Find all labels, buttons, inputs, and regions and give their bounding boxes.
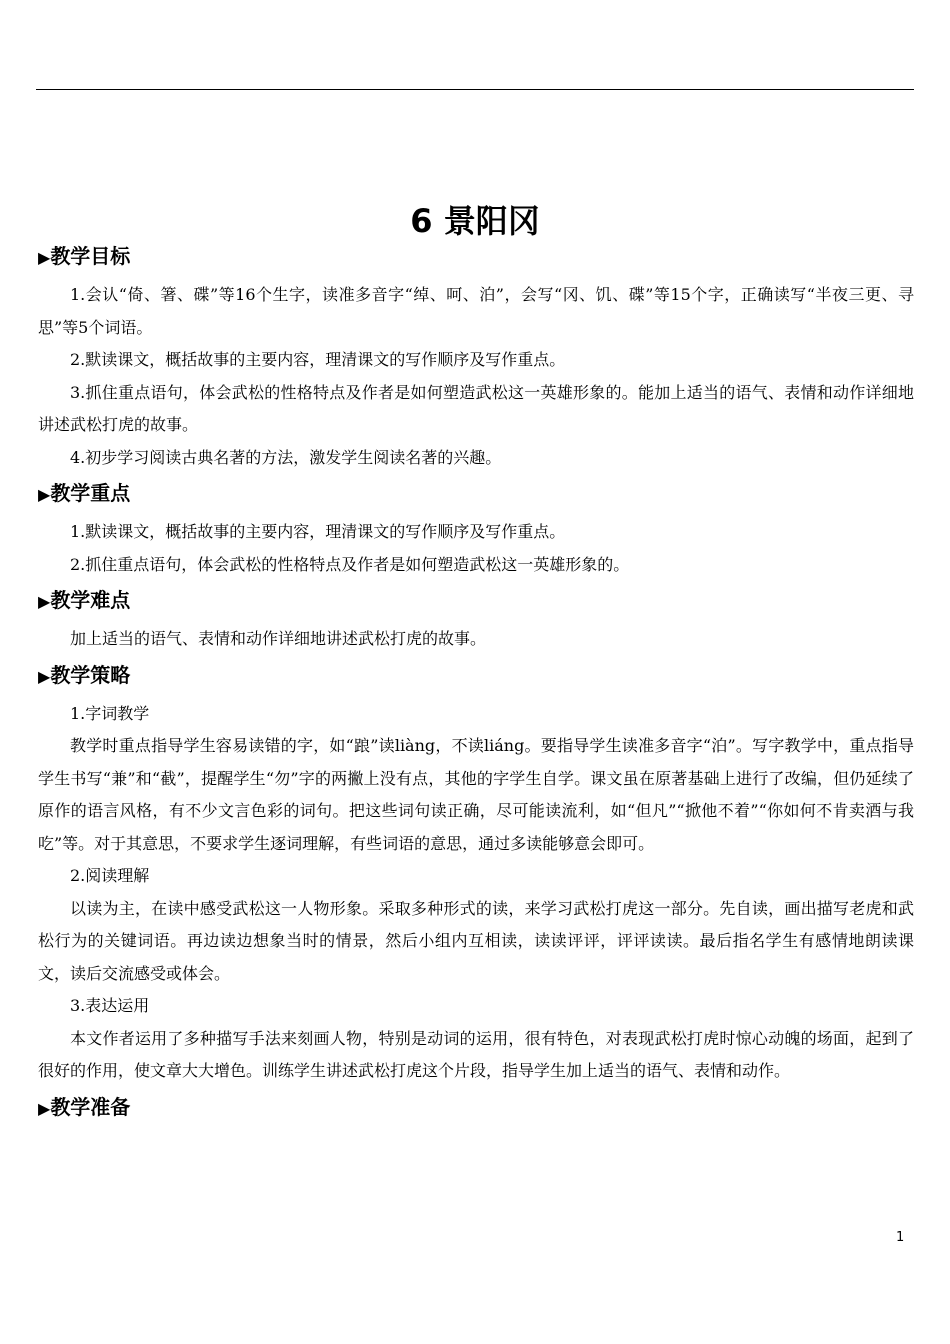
strategy-text: 本文作者运用了多种描写手法来刻画人物，特别是动词的运用，很有特色，对表现武松打虎时惊心动魄的场面，起到了很好的作用，使文章大大增色。训练学生讲述武松打虎这个片段，指导学生加上适当的语气、表情和动作。 [38, 1028, 914, 1080]
triangle-marker-icon: ▶ [38, 666, 51, 686]
section-heading-strategies [38, 658, 914, 692]
section-heading-text: 教学重点 [50, 481, 131, 505]
page-number: 1 [896, 1230, 905, 1245]
strategy-label: 1.字词教学 [70, 703, 150, 723]
strategy-label: 3.表达运用 [70, 996, 150, 1015]
strategy-text: 教学时重点指导学生容易读错的字，如“踉”读liàng，不读liáng。要指导学生读准多音字“泊”。写字教学中，重点指导学生书写“兼”和“截”，提醒学生“勿”字的两撇上没有点，其他的字学生自学。课文虽在原著基础上进行了改编，但仍延续了原作的语言风格，有不少文言色彩的词句。把这些词句读正确，尽可能读流利，如“但凡”“掀他不着”“你如何不肯卖酒与我吃”等。对于其意思，不要求学生逐词理解，有些词语的意思，通过多读能够意会即可。 [38, 736, 914, 853]
objective-item: 2.默读课文，概括故事的主要内容，理清课文的写作顺序及写作重点。 [70, 350, 566, 369]
section-heading-text: 教学目标 [50, 244, 131, 268]
header-rule [36, 89, 914, 90]
key-point-item: 1.默读课文，概括故事的主要内容，理清课文的写作顺序及写作重点。 [70, 522, 566, 541]
section-heading-objectives [38, 239, 914, 273]
objective-item: 4.初步学习阅读古典名著的方法，激发学生阅读名著的兴趣。 [70, 447, 502, 467]
section-heading-text: 教学难点 [50, 588, 131, 612]
triangle-marker-icon: ▶ [38, 485, 51, 504]
triangle-marker-icon: ▶ [38, 592, 51, 611]
section-heading-key-points [38, 476, 914, 510]
triangle-marker-icon: ▶ [38, 1098, 51, 1118]
section-heading-preparation [38, 1090, 914, 1124]
objective-item: 1.会认“倚、箸、碟”等16个生字，读准多音字“绰、呵、泊”，会写“冈、饥、碟”等15个字，正确读写“半夜三更、寻思”等5个词语。 [38, 285, 914, 337]
document-title: 6 景阳冈 [410, 202, 540, 241]
section-heading-difficulties [38, 583, 914, 617]
triangle-marker-icon: ▶ [38, 248, 51, 267]
objective-item: 3.抓住重点语句，体会武松的性格特点及作者是如何塑造武松这一英雄形象的。能加上适当的语气、表情和动作详细地讲述武松打虎的故事。 [38, 382, 914, 434]
document-body [38, 237, 914, 1130]
section-heading-text: 教学准备 [50, 1094, 131, 1119]
section-heading-text: 教学策略 [50, 662, 131, 687]
strategy-text: 以读为主，在读中感受武松这一人物形象。采取多种形式的读，来学习武松打虎这一部分。先自读，画出描写老虎和武松行为的关键词语。再边读边想象当时的情景，然后小组内互相读，读读评评，评评读读。最后指名学生有感情地朗读课文，读后交流感受或体会。 [38, 898, 914, 983]
key-point-item: 2.抓住重点语句，体会武松的性格特点及作者是如何塑造武松这一英雄形象的。 [70, 554, 630, 574]
difficulty-item: 加上适当的语气、表情和动作详细地讲述武松打虎的故事。 [70, 629, 487, 648]
strategy-label: 2.阅读理解 [70, 866, 150, 885]
